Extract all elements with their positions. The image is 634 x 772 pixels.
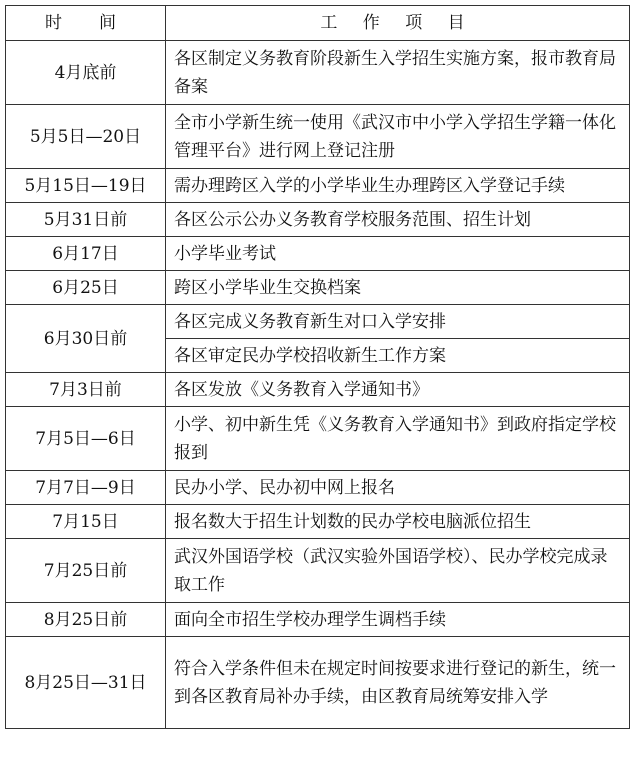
- table-row: [6, 237, 630, 271]
- time-cell: 8月25日—31日: [6, 637, 166, 729]
- table-header-row: [6, 6, 630, 41]
- task-cell: 武汉外国语学校（武汉实验外国语学校）、民办学校完成录取工作: [166, 539, 630, 603]
- time-cell: 6月30日前: [6, 305, 166, 373]
- table-row: [6, 407, 630, 471]
- task-cell: 民办小学、民办初中网上报名: [166, 471, 630, 505]
- time-cell: 7月7日—9日: [6, 471, 166, 505]
- task-cell: 报名数大于招生计划数的民办学校电脑派位招生: [166, 505, 630, 539]
- table-row: [6, 305, 630, 339]
- table-row: [6, 373, 630, 407]
- table-row: [6, 271, 630, 305]
- task-cell: 小学、初中新生凭《义务教育入学通知书》到政府指定学校报到: [166, 407, 630, 471]
- task-cell: 全市小学新生统一使用《武汉市中小学入学招生学籍一体化管理平台》进行网上登记注册: [166, 105, 630, 169]
- time-cell: 4月底前: [6, 41, 166, 105]
- task-cell: 符合入学条件但未在规定时间按要求进行登记的新生，统一到各区教育局补办手续，由区教育局统筹安排入学: [166, 637, 630, 729]
- task-cell: 小学毕业考试: [166, 237, 630, 271]
- time-cell: 6月25日: [6, 271, 166, 305]
- table-row: [6, 505, 630, 539]
- time-cell: 7月25日前: [6, 539, 166, 603]
- table-row: [6, 471, 630, 505]
- time-cell: 7月5日—6日: [6, 407, 166, 471]
- time-cell: 6月17日: [6, 237, 166, 271]
- table-body: [6, 41, 630, 729]
- task-cell: 需办理跨区入学的小学毕业生办理跨区入学登记手续: [166, 169, 630, 203]
- time-cell: 8月25日前: [6, 603, 166, 637]
- task-cell: 各区发放《义务教育入学通知书》: [166, 373, 630, 407]
- task-cell: 各区完成义务教育新生对口入学安排: [166, 305, 630, 339]
- task-cell: 各区公示公办义务教育学校服务范围、招生计划: [166, 203, 630, 237]
- time-cell: 5月15日—19日: [6, 169, 166, 203]
- enrollment-schedule-table: [5, 5, 630, 729]
- time-cell: 5月5日—20日: [6, 105, 166, 169]
- header-task: 工 作 项 目: [166, 6, 630, 41]
- table-row: [6, 603, 630, 637]
- table-row: [6, 41, 630, 105]
- table-row: [6, 203, 630, 237]
- task-cell: 面向全市招生学校办理学生调档手续: [166, 603, 630, 637]
- time-cell: 5月31日前: [6, 203, 166, 237]
- header-time: 时 间: [6, 6, 166, 41]
- task-cell: 各区审定民办学校招收新生工作方案: [166, 339, 630, 373]
- task-cell: 各区制定义务教育阶段新生入学招生实施方案，报市教育局备案: [166, 41, 630, 105]
- task-cell: 跨区小学毕业生交换档案: [166, 271, 630, 305]
- time-cell: 7月15日: [6, 505, 166, 539]
- table-row: [6, 105, 630, 169]
- table-row: [6, 539, 630, 603]
- table-row: [6, 169, 630, 203]
- time-cell: 7月3日前: [6, 373, 166, 407]
- table-row: [6, 637, 630, 729]
